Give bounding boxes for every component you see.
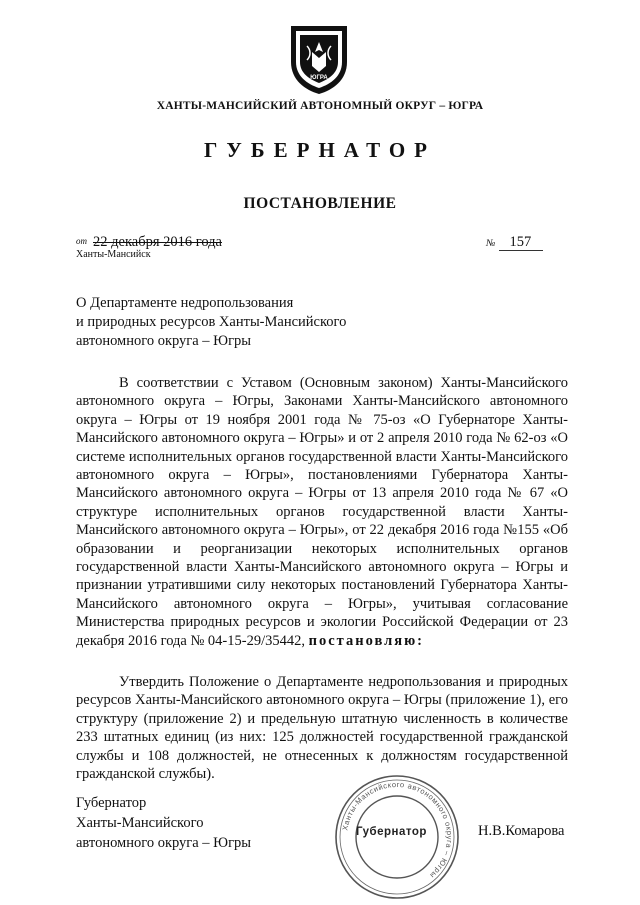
decree-subject bbox=[76, 294, 346, 351]
coat-of-arms-emblem bbox=[285, 22, 353, 96]
signatory-title-line: автономного округа – Югры bbox=[76, 835, 252, 851]
decree-date: 22 декабря 2016 года bbox=[93, 234, 222, 250]
document-type: ПОСТАНОВЛЕНИЕ bbox=[243, 195, 397, 212]
preamble-paragraph bbox=[76, 374, 568, 650]
signatory-title-line: Ханты-Мансийского bbox=[76, 815, 204, 831]
preamble-text: В соответствии с Уставом (Основным законом) Ханты-Мансийского автономного округа – Югры, Законами Ханты-Мансийского автономного округа – Югры от 19 ноября 2001 года № 75-оз «О Губернаторе Ханты-Мансийского автономного округа – Югры» и от 2 апреля 2010 года № 62-оз «О системе исполнительных органов государственной власти Ханты-Мансийского автономного округа – Югры», постановлениями Губернатора Ханты-Мансийского автономного округа – Югры от 13 апреля 2010 года № 67 «О структуре исполнительных органов государственной власти Ханты-Мансийского автономного округа – Югры», от 22 декабря 2016 года №155 «Об образовании и реорганизации некоторых исполнительных органов государственной власти Ханты-Мансийского автономного округа – Югры и признании утратившими силу некоторых постановлений Губернатора Ханты-Мансийского автономного округа – Югры», учитывая согласование Министерства природных ресурсов и экологии Российской Федерации от 23 декабря 2016 года № 04-15-29/35442, bbox=[76, 375, 568, 649]
seal-ring-text: Ханты-Мансийского автономного округа – Югры bbox=[340, 779, 455, 881]
signatory-title-line: Губернатор bbox=[76, 795, 147, 811]
signer-name: Н.В.Комарова bbox=[478, 823, 565, 839]
signatory-title bbox=[76, 793, 251, 853]
decree-keyword: постановляю: bbox=[308, 632, 424, 649]
emblem-label: ЮГРА bbox=[310, 75, 328, 81]
number-line bbox=[486, 234, 543, 251]
region-title: ХАНТЫ-МАНСИЙСКИЙ АВТОНОМНЫЙ ОКРУГ – ЮГРА bbox=[156, 100, 484, 112]
decree-number: 157 bbox=[499, 234, 543, 251]
subject-line: О Департаменте недропользования bbox=[76, 295, 294, 311]
subject-line: автономного округа – Югры bbox=[76, 333, 252, 349]
operative-paragraph: Утвердить Положение о Департаменте недропользования и природных ресурсов Ханты-Мансийского автономного округа – Югры (приложение 1), его структуру (приложение 2) и предельную штатную численность в количестве 233 штатных единиц (из них: 125 должностей государственной гражданской службы и 108 должностей, не отнесенных к должностям государственной гражданской службы). bbox=[76, 674, 568, 783]
seal-center-text: Губернатор bbox=[356, 826, 427, 838]
subject-line: и природных ресурсов Ханты-Мансийского bbox=[76, 314, 347, 330]
authority-title: ГУБЕРНАТОР bbox=[203, 138, 437, 162]
date-prefix: от bbox=[76, 236, 87, 246]
city-name: Ханты-Мансийск bbox=[76, 249, 151, 260]
number-prefix: № bbox=[486, 238, 496, 249]
